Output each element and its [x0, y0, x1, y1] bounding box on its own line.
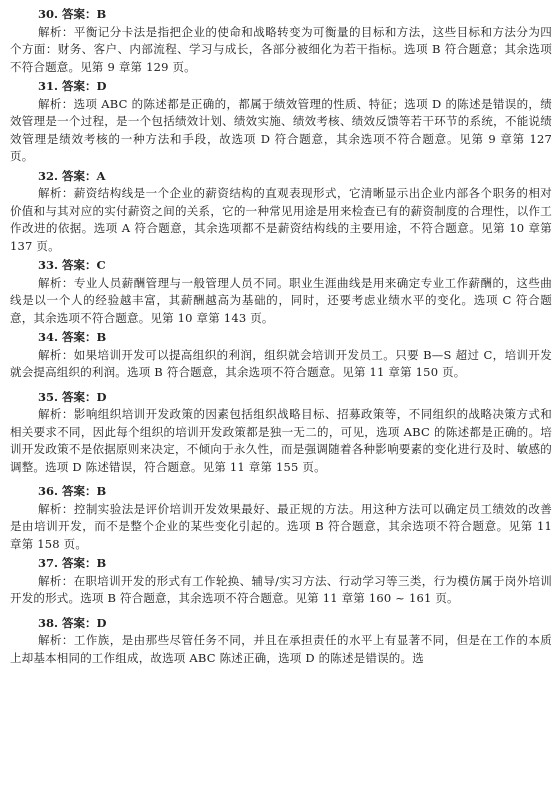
answer-line: 31. 答案：D: [38, 79, 107, 93]
question-30: [10, 6, 552, 76]
explanation-text: 解析：薪资结构线是一个企业的薪资结构的直观表现形式，它清晰显示出企业内部各个职务的相对价值和与其对应的实付薪资之间的关系，它的一种常见用途是用来检查已有的薪资制度的合理性，以作工作改进的依据。选项 A 符合题意，其余选项都不是薪资结构线的主要用途，不符合题意。见第 10 章第 137 页。: [10, 186, 552, 253]
explanation-text: 解析：专业人员薪酬管理与一般管理人员不同。职业生涯曲线是用来确定专业工作薪酬的，这些曲线是以一个人的经验越丰富，其薪酬越高为基础的，同时，还要考虑业绩水平的变化。选项 C 符合题意，其余选项不符合题意。见第 10 章第 143 页。: [10, 275, 552, 325]
question-31: [10, 78, 552, 166]
answer-line: 33. 答案：C: [38, 258, 106, 272]
question-33: [10, 257, 552, 327]
question-37: [10, 555, 552, 608]
answer-line: 32. 答案：A: [38, 168, 106, 183]
explanation-text: 解析：如果培训开发可以提高组织的利润，组织就会培训开发员工。只要 B—S 超过 C，培训开发就会提高组织的利润。选项 B 符合题意，其余选项不符合题意。见第 11 章第 150 页。: [10, 347, 552, 379]
question-35: [10, 389, 552, 477]
question-32: [10, 168, 552, 256]
answer-line: 35. 答案：D: [38, 389, 107, 404]
explanation-text: 解析：工作族，是由那些尽管任务不同，并且在承担责任的水平上有显著不同，但是在工作的本质上却基本相同的工作组成，故选项 ABC 陈述正确，选项 D 的陈述是错误的。选: [10, 633, 552, 665]
answer-line: 38. 答案：D: [38, 615, 107, 630]
explanation-text: 解析：选项 ABC 的陈述都是正确的，都属于绩效管理的性质、特征；选项 D 的陈述是错误的，绩效管理是一个过程，是一个包括绩效计划、绩效实施、绩效考核、绩效反馈等若干环节的系统，不能说绩效管理是绩效考核的一种方法和手段，故选项 D 符合题意，其余选项不符合题意。见第 9 章第 127 页。: [10, 96, 552, 163]
explanation-text: 解析：影响组织培训开发政策的因素包括组织战略目标、招募政策等，不同组织的战略决策方式和相关要求不同，因此每个组织的培训开发政策都是独一无二的，可见，选项 ABC 的陈述都是正确的。培训开发政策不是依据原则来决定，不倾向于永久性，而是强调随着各种影响要素的变化进行及时、敏感的调整。选项 D 陈述错误，符合题意。见第 11 章第 155 页。: [10, 407, 552, 474]
explanation-text: 解析：平衡记分卡法是指把企业的使命和战略转变为可衡量的目标和方法，这些目标和方法分为四个方面：财务、客户、内部流程、学习与成长，各部分被细化为若干指标。选项 B 符合题意；其余选项不符合题意。见第 9 章第 129 页。: [10, 24, 552, 74]
explanation-text: 解析：控制实验法是评价培训开发效果最好、最正规的方法。用这种方法可以确定员工绩效的改善是由培训开发，而不是整个企业的某些变化引起的。选项 B 符合题意，其余选项不符合题意。见第 11 章第 158 页。: [10, 501, 552, 551]
answer-line: 37. 答案：B: [38, 556, 107, 570]
answer-line: 30. 答案：B: [38, 7, 107, 21]
question-38: [10, 615, 552, 668]
answer-line: 34. 答案：B: [38, 330, 107, 344]
answer-line: 36. 答案：B: [38, 484, 107, 498]
question-36: [10, 483, 552, 553]
explanation-text: 解析：在职培训开发的形式有工作轮换、辅导/实习方法、行动学习等三类，行为模仿属于岗外培训开发的形式。选项 B 符合题意，其余选项不符合题意。见第 11 章第 160 ~ 161 页。: [10, 573, 552, 605]
question-34: [10, 329, 552, 382]
